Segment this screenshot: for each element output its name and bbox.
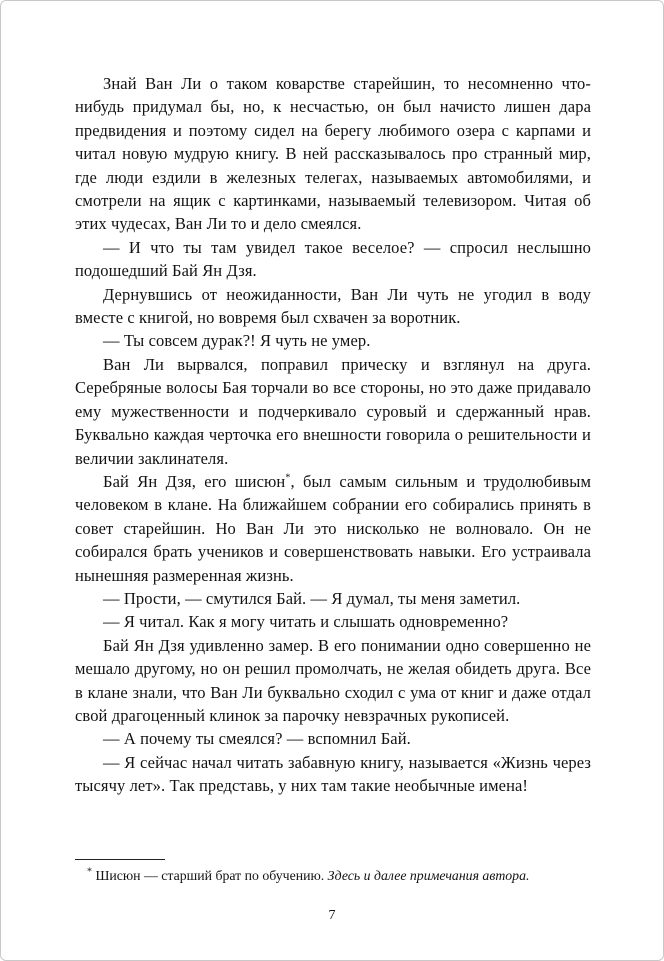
page-number: 7	[328, 908, 336, 923]
paragraph-dialogue: — Прости, — смутился Бай. — Я думал, ты меня заметил.	[103, 588, 521, 608]
paragraph-dialogue: — А почему ты смеялся? — вспомнил Бай.	[103, 729, 411, 749]
footnote	[75, 867, 591, 885]
paragraph-text: Бай Ян Дзя, его шисюн	[103, 471, 286, 491]
paragraph: Бай Ян Дзя удивленно замер. В его понимании одно совершенно не мешало другому, но он решил промолчать, не желая обидеть друга. Все в клане знали, что Ван Ли буквально сходил с ума от книг и даже отдал свой драгоценный клинок за парочку невзрачных рукописей.	[75, 635, 591, 725]
paragraph-dialogue: — Я сейчас начал читать забавную книгу, называется «Жизнь через тысячу лет». Так представь, у них там такие необычные имена!	[75, 752, 591, 796]
paragraph: Дернувшись от неожиданности, Ван Ли чуть не угодил в воду вместе с книгой, но вовремя был схвачен за воротник.	[75, 284, 591, 328]
footnote-separator	[75, 859, 165, 860]
paragraph: Ван Ли вырвался, поправил прическу и взглянул на друга. Серебряные волосы Бая торчали во все стороны, но это даже придавало ему мужественности и подчеркивало суровый и сдержанный нрав. Буквально каждая черточка его внешности говорила о решительности и величии заклинателя.	[75, 354, 591, 468]
paragraph-with-footnote-ref	[75, 470, 591, 587]
paragraph-dialogue: — Ты совсем дурак?! Я чуть не умер.	[103, 331, 371, 351]
page-text	[75, 72, 591, 798]
footnote-marker: *	[87, 866, 92, 878]
footnote-author-note: Здесь и далее примечания автора.	[327, 868, 530, 883]
paragraph-dialogue: — И что ты там увидел такое веселое? — спросил неслышно подошедший Бай Ян Дзя.	[75, 237, 591, 281]
footnote-text: Шисюн — старший брат по обучению.	[92, 868, 328, 883]
paragraph: Знай Ван Ли о таком коварстве старейшин, то несомненно что-нибудь придумал бы, но, к несчастью, он был начисто лишен дара предвидения и поэтому сидел на берегу любимого озера с карпами и читал новую мудрую книгу. В ней рассказывалось про странный мир, где люди ездили в железных телегах, называемых автомобилями, и смотрели на ящик с картинками, называемый телевизором. Читая об этих чудесах, Ван Ли то и дело смеялся.	[75, 74, 591, 234]
footnote-ref-marker: *	[285, 472, 291, 484]
paragraph-text: , был самым сильным и трудолюбивым человеком в клане. На ближайшем собрании его собирались принять в совет старейшин. Но Ван Ли это нисколько не волновало. Он не собирался брать учеников и совершенствовать навыки. Его устраивала нынешняя размеренная жизнь.	[75, 471, 591, 585]
paragraph-dialogue: — Я читал. Как я могу читать и слышать одновременно?	[103, 612, 509, 632]
